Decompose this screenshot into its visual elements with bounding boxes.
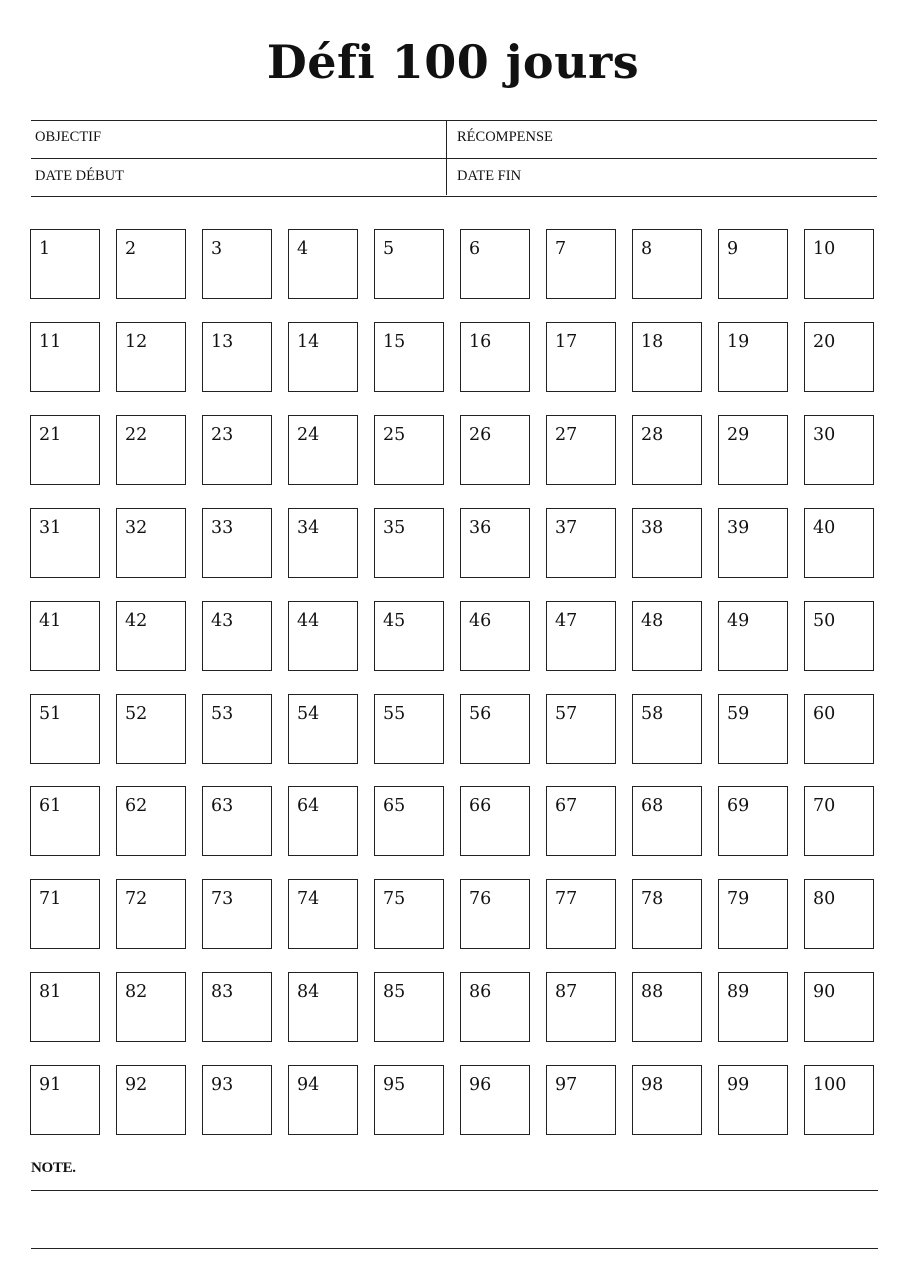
day-number: 89 [727,982,750,1002]
day-box[interactable] [460,879,530,949]
day-box[interactable] [546,508,616,578]
day-box[interactable] [460,694,530,764]
note-line[interactable] [31,1190,878,1191]
day-box[interactable] [718,1065,788,1135]
day-number: 56 [469,704,492,724]
day-box[interactable] [460,415,530,485]
day-box[interactable] [288,322,358,392]
day-box[interactable] [374,508,444,578]
day-number: 55 [383,704,406,724]
day-box[interactable] [460,601,530,671]
day-number: 100 [813,1075,847,1095]
day-number: 50 [813,611,836,631]
day-number: 2 [125,239,137,259]
day-number: 27 [555,425,578,445]
day-number: 34 [297,518,320,538]
day-box[interactable] [718,972,788,1042]
day-box[interactable] [30,508,100,578]
day-number: 6 [469,239,481,259]
day-number: 83 [211,982,234,1002]
day-number: 57 [555,704,578,724]
day-box[interactable] [460,1065,530,1135]
day-box[interactable] [374,694,444,764]
day-box[interactable] [718,415,788,485]
page-title: Défi 100 jours [266,35,640,89]
day-number: 18 [641,332,664,352]
reward-field[interactable]: RÉCOMPENSE [446,121,877,158]
info-row-dates [31,158,877,195]
day-box[interactable] [116,601,186,671]
day-number: 12 [125,332,148,352]
day-number: 24 [297,425,320,445]
day-number: 9 [727,239,739,259]
day-number: 82 [125,982,148,1002]
day-number: 36 [469,518,492,538]
start-date-field[interactable]: DATE DÉBUT [35,168,125,184]
day-number: 61 [39,796,62,816]
day-number: 40 [813,518,836,538]
day-number: 23 [211,425,234,445]
day-box[interactable] [116,322,186,392]
day-box[interactable] [804,601,874,671]
note-line[interactable] [31,1248,878,1249]
day-number: 58 [641,704,664,724]
day-box[interactable] [632,786,702,856]
day-box[interactable] [632,229,702,299]
day-box[interactable] [288,415,358,485]
day-box[interactable] [546,694,616,764]
day-box[interactable] [30,694,100,764]
day-box[interactable] [632,415,702,485]
day-number: 70 [813,796,836,816]
day-number: 30 [813,425,836,445]
day-number: 90 [813,982,836,1002]
day-number: 69 [727,796,750,816]
day-box[interactable] [804,1065,874,1135]
day-box[interactable] [546,415,616,485]
day-number: 63 [211,796,234,816]
day-number: 91 [39,1075,62,1095]
day-box[interactable] [30,415,100,485]
day-box[interactable] [632,322,702,392]
day-number: 98 [641,1075,664,1095]
day-box[interactable] [30,1065,100,1135]
day-box[interactable] [374,415,444,485]
day-number: 53 [211,704,234,724]
day-box[interactable] [202,694,272,764]
day-box[interactable] [374,601,444,671]
day-number: 35 [383,518,406,538]
day-box[interactable] [804,879,874,949]
day-number: 42 [125,611,148,631]
day-number: 14 [297,332,320,352]
day-box[interactable] [546,879,616,949]
day-box[interactable] [632,508,702,578]
day-tracker-grid [30,229,876,1134]
day-box[interactable] [116,972,186,1042]
day-number: 73 [211,889,234,909]
day-box[interactable] [632,879,702,949]
day-box[interactable] [546,229,616,299]
day-box[interactable] [718,601,788,671]
day-number: 88 [641,982,664,1002]
day-number: 87 [555,982,578,1002]
day-box[interactable] [374,972,444,1042]
day-number: 39 [727,518,750,538]
day-number: 11 [39,332,62,352]
day-number: 62 [125,796,148,816]
day-box[interactable] [546,972,616,1042]
day-box[interactable] [804,322,874,392]
day-box[interactable] [288,1065,358,1135]
day-box[interactable] [202,1065,272,1135]
day-box[interactable] [202,322,272,392]
day-box[interactable] [288,229,358,299]
day-number: 26 [469,425,492,445]
day-box[interactable] [30,601,100,671]
day-number: 48 [641,611,664,631]
day-box[interactable] [460,229,530,299]
day-box[interactable] [718,508,788,578]
challenge-info-table [31,120,877,197]
day-number: 13 [211,332,234,352]
day-box[interactable] [546,601,616,671]
day-box[interactable] [546,786,616,856]
day-box[interactable] [804,415,874,485]
day-box[interactable] [374,322,444,392]
day-box[interactable] [30,229,100,299]
day-number: 78 [641,889,664,909]
day-number: 22 [125,425,148,445]
day-box[interactable] [718,694,788,764]
day-box[interactable] [202,879,272,949]
day-number: 28 [641,425,664,445]
day-number: 31 [39,518,62,538]
day-number: 3 [211,239,223,259]
day-box[interactable] [460,972,530,1042]
day-number: 79 [727,889,750,909]
day-box[interactable] [30,879,100,949]
day-number: 10 [813,239,836,259]
note-label: NOTE. [31,1160,76,1176]
day-box[interactable] [30,972,100,1042]
day-box[interactable] [804,786,874,856]
day-box[interactable] [288,879,358,949]
day-box[interactable] [202,786,272,856]
day-number: 37 [555,518,578,538]
day-box[interactable] [202,972,272,1042]
day-box[interactable] [202,415,272,485]
day-box[interactable] [632,1065,702,1135]
end-date-field[interactable]: DATE FIN [446,158,877,195]
day-box[interactable] [374,229,444,299]
day-box[interactable] [116,694,186,764]
day-box[interactable] [288,786,358,856]
day-number: 46 [469,611,492,631]
day-number: 47 [555,611,578,631]
day-box[interactable] [30,786,100,856]
day-number: 8 [641,239,653,259]
day-box[interactable] [460,322,530,392]
day-box[interactable] [632,694,702,764]
day-number: 44 [297,611,320,631]
day-box[interactable] [718,879,788,949]
day-number: 7 [555,239,567,259]
day-number: 20 [813,332,836,352]
day-box[interactable] [30,322,100,392]
day-box[interactable] [632,601,702,671]
day-number: 85 [383,982,406,1002]
day-number: 59 [727,704,750,724]
day-number: 94 [297,1075,320,1095]
day-box[interactable] [804,508,874,578]
day-number: 81 [39,982,62,1002]
info-row-objective-reward [31,121,877,159]
day-number: 19 [727,332,750,352]
day-number: 38 [641,518,664,538]
day-box[interactable] [374,786,444,856]
day-box[interactable] [546,322,616,392]
day-number: 71 [39,889,62,909]
day-box[interactable] [116,786,186,856]
day-number: 95 [383,1075,406,1095]
day-box[interactable] [288,508,358,578]
day-number: 65 [383,796,406,816]
day-number: 17 [555,332,578,352]
day-box[interactable] [718,786,788,856]
day-box[interactable] [116,508,186,578]
day-box[interactable] [718,322,788,392]
day-box[interactable] [116,1065,186,1135]
day-number: 51 [39,704,62,724]
day-number: 33 [211,518,234,538]
day-number: 43 [211,611,234,631]
day-box[interactable] [202,601,272,671]
day-number: 75 [383,889,406,909]
day-number: 1 [39,239,51,259]
day-box[interactable] [202,229,272,299]
day-box[interactable] [460,786,530,856]
day-box[interactable] [718,229,788,299]
day-box[interactable] [288,694,358,764]
day-number: 84 [297,982,320,1002]
day-box[interactable] [374,879,444,949]
day-number: 97 [555,1075,578,1095]
day-number: 49 [727,611,750,631]
day-number: 21 [39,425,62,445]
day-number: 4 [297,239,309,259]
day-number: 92 [125,1075,148,1095]
day-number: 45 [383,611,406,631]
day-box[interactable] [460,508,530,578]
day-box[interactable] [202,508,272,578]
day-number: 74 [297,889,320,909]
day-number: 41 [39,611,62,631]
day-box[interactable] [116,879,186,949]
day-box[interactable] [546,1065,616,1135]
day-number: 80 [813,889,836,909]
day-number: 99 [727,1075,750,1095]
day-number: 54 [297,704,320,724]
day-number: 16 [469,332,492,352]
day-number: 66 [469,796,492,816]
day-box[interactable] [288,972,358,1042]
day-number: 96 [469,1075,492,1095]
day-box[interactable] [116,415,186,485]
day-box[interactable] [632,972,702,1042]
day-number: 25 [383,425,406,445]
day-number: 72 [125,889,148,909]
day-number: 67 [555,796,578,816]
day-number: 60 [813,704,836,724]
day-number: 5 [383,239,395,259]
day-box[interactable] [804,694,874,764]
day-box[interactable] [288,601,358,671]
day-number: 93 [211,1075,234,1095]
day-number: 64 [297,796,320,816]
day-box[interactable] [374,1065,444,1135]
day-number: 32 [125,518,148,538]
day-number: 77 [555,889,578,909]
day-box[interactable] [116,229,186,299]
day-number: 15 [383,332,406,352]
day-number: 68 [641,796,664,816]
day-number: 29 [727,425,750,445]
day-number: 76 [469,889,492,909]
day-number: 86 [469,982,492,1002]
objective-field[interactable]: OBJECTIF [35,129,102,145]
day-box[interactable] [804,229,874,299]
day-number: 52 [125,704,148,724]
day-box[interactable] [804,972,874,1042]
